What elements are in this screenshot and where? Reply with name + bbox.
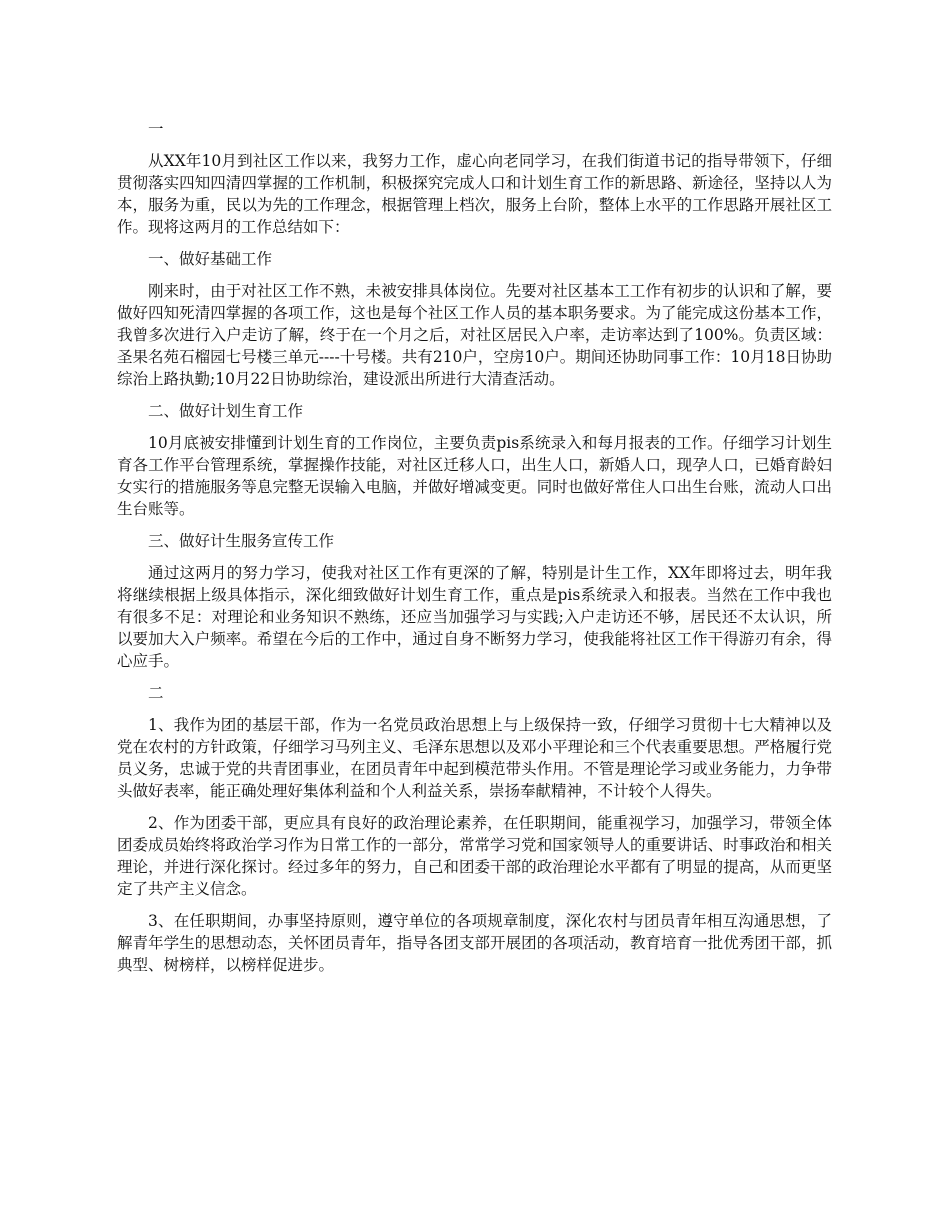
heading-basic-work: 一、做好基础工作 (148, 250, 273, 268)
paragraph-basic-work: 刚来时，由于对社区工作不熟，未被安排具体岗位。先要对社区基本工工作有初步的认识和了解，要做好四知死清四掌握的各项工作，这也是每个社区工作人员的基本职务要求。为了能完成这份基本工作，我曾多次进行入户走访了解，终于在一个月之后，对社区居民入户率，走访率达到了100%。负责区域：圣果名苑石榴园七号楼三单元----十号楼。共有210户，空房10户。期间还协助同事工作：10月18日协助综治上路执勤;10月22日协助综治，建设派出所进行大清查活动。 (117, 282, 832, 388)
list-item-2: 2、作为团委干部，更应具有良好的政治理论素养，在任职期间，能重视学习，加强学习，带领全体团委成员始终将政治学习作为日常工作的一部分，常常学习党和国家领导人的重要讲话、时事政治和相关理论，并进行深化探讨。经过多年的努力，自己和团委干部的政治理论水平都有了明显的提高，从而更坚定了共产主义信念。 (117, 814, 832, 898)
section-two-mark: 二 (148, 684, 164, 702)
section-one-mark: 一 (148, 120, 164, 138)
document-body (117, 118, 832, 986)
heading-publicity: 三、做好计生服务宣传工作 (148, 532, 335, 550)
list-item-1: 1、我作为团的基层干部，作为一名党员政治思想上与上级保持一致，仔细学习贯彻十七大精神以及党在农村的方针政策，仔细学习马列主义、毛泽东思想以及邓小平理论和三个代表重要思想。严格履行党员义务，忠诚于党的共青团事业，在团员青年中起到模范带头作用。不管是理论学习或业务能力，力争带头做好表率，能正确处理好集体利益和个人利益关系，崇扬奉献精神，不计较个人得失。 (117, 716, 832, 800)
heading-family-planning: 二、做好计划生育工作 (148, 402, 304, 420)
list-item-3: 3、在任职期间，办事坚持原则，遵守单位的各项规章制度，深化农村与团员青年相互沟通思想，了解青年学生的思想动态，关怀团员青年，指导各团支部开展团的各项活动，教育培育一批优秀团干部，抓典型、树榜样，以榜样促进步。 (117, 912, 832, 974)
paragraph-publicity: 通过这两月的努力学习，使我对社区工作有更深的了解，特别是计生工作，XX年即将过去，明年我将继续根据上级具体指示，深化细致做好计划生育工作，重点是pis系统录入和报表。当然在工作中我也有很多不足：对理论和业务知识不熟练，还应当加强学习与实践;入户走访还不够，居民还不太认识，所以要加大入户频率。希望在今后的工作中，通过自身不断努力学习，使我能将社区工作干得游刃有余，得心应手。 (117, 564, 832, 670)
intro-paragraph: 从XX年10月到社区工作以来，我努力工作，虚心向老同学习，在我们街道书记的指导带领下，仔细贯彻落实四知四清四掌握的工作机制，积极探究完成人口和计划生育工作的新思路、新途径，坚持以人为本，服务为重，民以为先的工作理念，根据管理上档次，服务上台阶，整体上水平的工作思路开展社区工作。现将这两月的工作总结如下： (117, 152, 832, 236)
paragraph-family-planning: 10月底被安排懂到计划生育的工作岗位，主要负责pis系统录入和每月报表的工作。仔细学习计划生育各工作平台管理系统，掌握操作技能，对社区迁移人口，出生人口，新婚人口，现孕人口，已婚育龄妇女实行的措施服务等息完整无误输入电脑，并做好增减变更。同时也做好常住人口出生台账，流动人口出生台账等。 (117, 434, 832, 518)
